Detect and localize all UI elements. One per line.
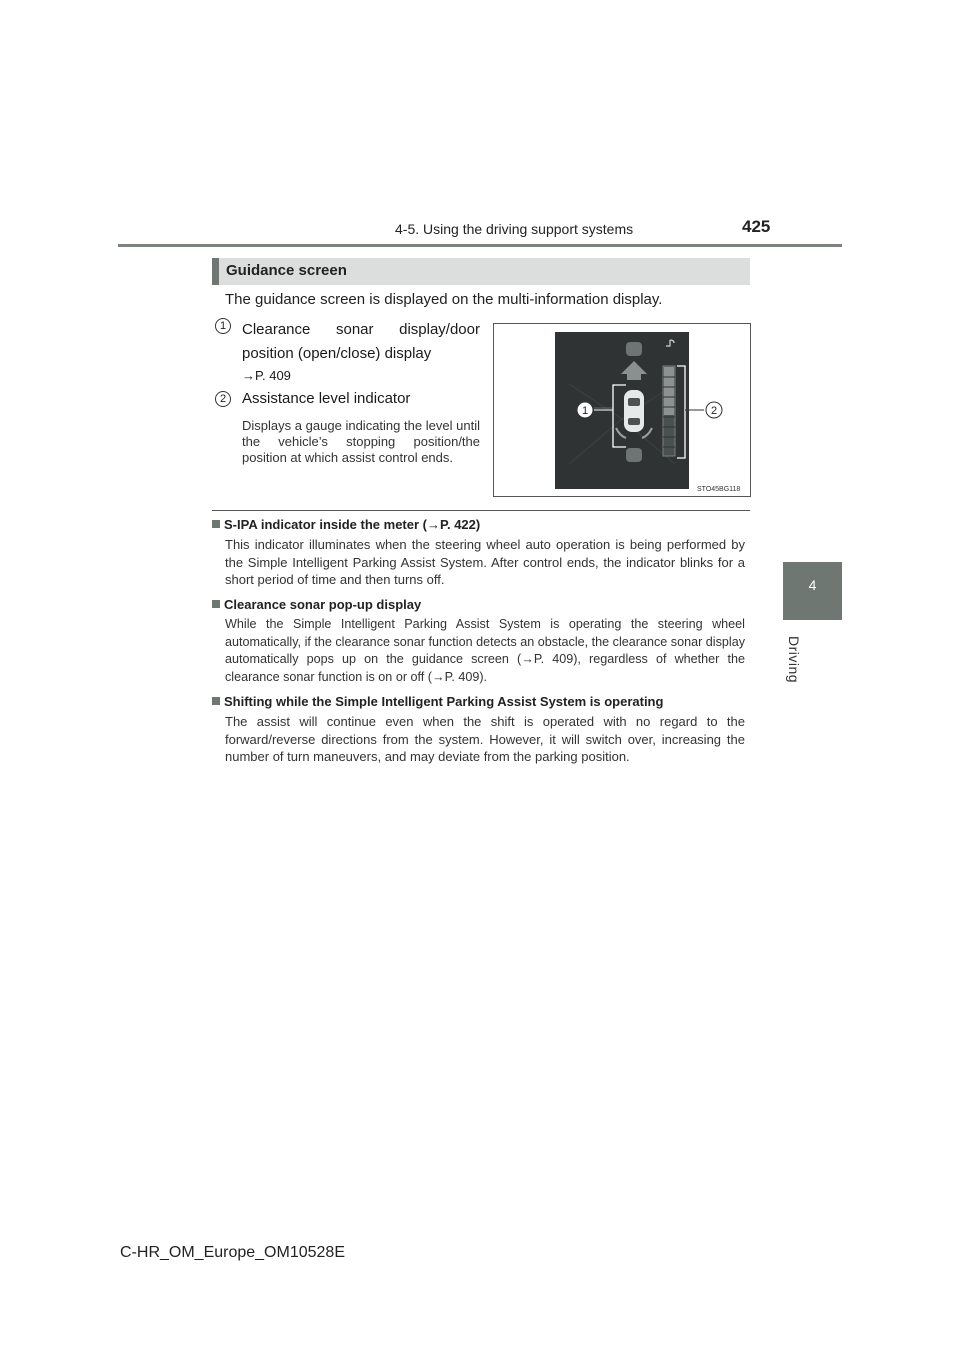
item-2-title: Assistance level indicator (242, 390, 411, 407)
front-sensor-icon (626, 342, 642, 356)
item-1-title: Clearance sonar display/door position (open/close) display (242, 321, 480, 362)
guidance-screen-illustration (494, 324, 750, 496)
note-3-heading (212, 694, 663, 709)
chapter-number: 4 (808, 577, 817, 593)
square-bullet-icon (212, 600, 220, 608)
header-rule (118, 244, 842, 247)
assistance-level-gauge (663, 366, 675, 456)
chapter-tab (783, 562, 842, 620)
rear-sensor-icon (626, 448, 642, 462)
section-heading-text: Guidance screen (226, 262, 347, 279)
section-heading (212, 258, 750, 285)
note-3-heading-text: Shifting while the Simple Intelligent Parking Assist System is operating (224, 694, 664, 709)
page-number: 425 (742, 217, 771, 236)
figure-code: STO45BG118 (697, 486, 741, 493)
svg-text:1: 1 (581, 405, 589, 417)
document-id: C-HR_OM_Europe_OM10528E (120, 1244, 345, 1261)
note-1-body: This indicator illuminates when the steering wheel auto operation is being performed by the Simple Intelligent Parking Assist System. After control ends, the indicator blinks for a short period of time and then turns off. (225, 537, 745, 587)
item-2-number: 2 (215, 391, 231, 407)
item-1-reference: →P. 409 (242, 368, 291, 383)
note-2-heading-text: Clearance sonar pop-up display (224, 597, 422, 612)
chapter-label: Driving (786, 636, 802, 684)
car-icon (624, 390, 644, 432)
guidance-screen-figure (493, 323, 751, 497)
note-1-heading-text: S-IPA indicator inside the meter (→P. 422) (224, 517, 481, 532)
note-2-heading (212, 597, 421, 612)
header-section-title: 4-5. Using the driving support systems (395, 221, 634, 237)
note-3-body: The assist will continue even when the shift is operated with no regard to the forward/reverse directions from the system. However, it will switch over, increasing the number of turn maneuvers, and may deviate from the parking position. (225, 714, 745, 764)
item-1-number: 1 (215, 318, 231, 334)
heading-bar (212, 258, 219, 285)
section-intro: The guidance screen is displayed on the multi-information display. (225, 291, 663, 308)
section-rule (212, 510, 750, 511)
square-bullet-icon (212, 697, 220, 705)
svg-text:2: 2 (710, 405, 718, 417)
item-2-description: Displays a gauge indicating the level until the vehicle’s stopping position/the position at which assist control ends. (242, 418, 480, 465)
note-2-body: While the Simple Intelligent Parking Assist System is operating the steering wheel automatically, if the clearance sonar function detects an obstacle, the clearance sonar display automatically pops up on the guidance screen (→P. 409), regardless of whether the clearance sonar function is on or off (→P. 409). (225, 617, 745, 684)
square-bullet-icon (212, 520, 220, 528)
note-1-heading (212, 517, 480, 532)
